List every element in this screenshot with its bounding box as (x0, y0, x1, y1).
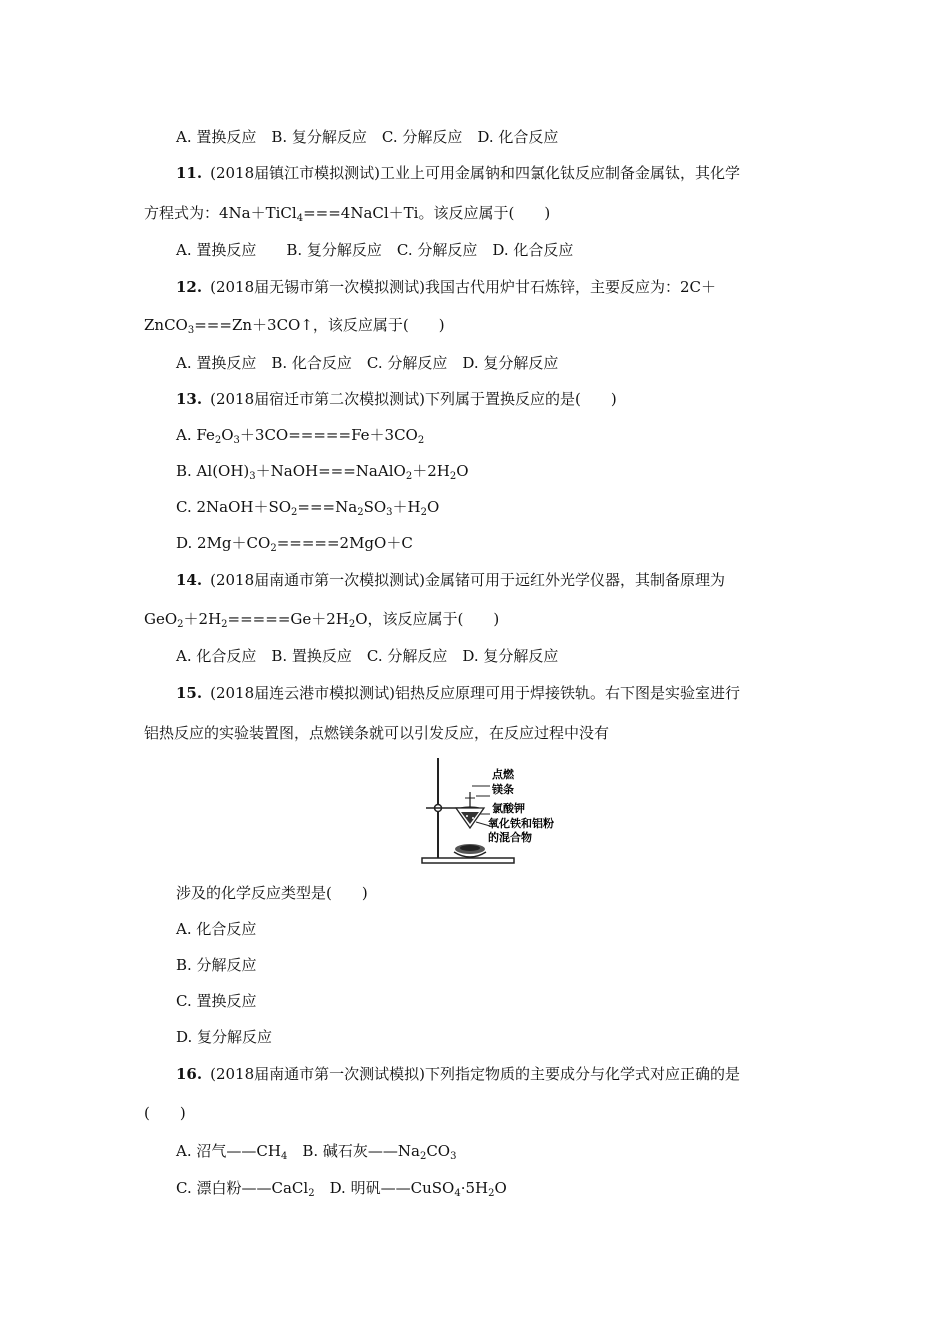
q13-option-c: C. $2NaOH+SO_2===Na_2SO_3+H_2O$ (176, 498, 440, 518)
q15-stem-line1 (176, 683, 740, 703)
q15-option-a: A. 化合反应 (176, 920, 257, 938)
q15-option-d: D. 复分解反应 (176, 1028, 273, 1046)
q12-stem2b: ===Zn＋3CO↑，该反应属于( ) (194, 316, 445, 334)
q12-stem-line2 (144, 315, 445, 335)
q14-stem-line1 (176, 570, 725, 590)
q16-stem1: (2018届南通市第一次测试模拟)下列指定物质的主要成分与化学式对应正确的是 (210, 1065, 740, 1083)
fig-label-ignite: 点燃 (492, 768, 514, 781)
q12-stem2a: ZnCO (144, 316, 188, 334)
q15-stem1: (2018届连云港市模拟测试)铝热反应原理可用于焊接铁轨。右下图是实验室进行 (210, 684, 740, 702)
q16-stem-line1 (176, 1064, 740, 1084)
q14-options: A. 化合反应 B. 置换反应 C. 分解反应 D. 复分解反应 (176, 647, 559, 665)
q11-number: 11. (176, 164, 203, 182)
q11-stem1: (2018届镇江市模拟测试)工业上可用金属钠和四氯化钛反应制备金属钛，其化学 (210, 164, 740, 182)
q11-options: A. 置换反应 B. 复分解反应 C. 分解反应 D. 化合反应 (176, 241, 574, 259)
q11-stem-line2 (144, 203, 550, 223)
q13-number: 13. (176, 390, 203, 408)
q12-stem-line1 (176, 277, 716, 297)
q11-stem2a: 方程式为：4Na＋TiCl (144, 204, 297, 222)
q12-options: A. 置换反应 B. 化合反应 C. 分解反应 D. 复分解反应 (176, 354, 559, 372)
q16-options-row2: C. 漂白粉——CaCl$_2$ D. 明矾$——CuSO_4\cdot 5H_2O$ (176, 1179, 507, 1199)
q13-option-b: B. $Al(OH)_3+NaOH===NaAlO_2+2H_2O$ (176, 462, 469, 482)
q11-stem-line1 (176, 163, 740, 183)
fig-label-mixture1: 氧化铁和铝粉 (488, 817, 554, 830)
q13-option-d: D. $2Mg+CO_2=====2MgO+C$ (176, 534, 413, 554)
q15-option-c: C. 置换反应 (176, 992, 257, 1010)
q12-sub: 3 (187, 325, 195, 336)
q12-stem1: (2018届无锡市第一次模拟测试)我国古代用炉甘石炼锌，主要反应为：2C＋ (210, 278, 717, 296)
q11-stem2b: ===4NaCl＋Ti。该反应属于( ) (303, 204, 551, 222)
q14-number: 14. (176, 571, 203, 589)
thermite-apparatus-figure (418, 756, 568, 866)
q15-stem-line2: 铝热反应的实验装置图，点燃镁条就可以引发反应，在反应过程中没有 (144, 724, 610, 742)
q16-options-row1: A. 沼气$——CH_4$ B. 碱石灰$——Na_2CO_3$ (176, 1142, 457, 1162)
q13-stem (176, 389, 617, 409)
q16-stem-line2: ( ) (144, 1104, 186, 1122)
q10-options: A. 置换反应 B. 复分解反应 C. 分解反应 D. 化合反应 (176, 128, 559, 146)
q14-stem-line2: $GeO_2+2H_2=====Ge+2H_2O$，该反应属于( ) (144, 610, 500, 630)
fig-label-mixture2: 的混合物 (488, 831, 532, 844)
q12-number: 12. (176, 278, 203, 296)
q15-stem-line3: 涉及的化学反应类型是( ) (176, 884, 368, 902)
q13-option-a: A. $Fe_2O_3+3CO=====Fe+3CO_2$ (176, 426, 425, 446)
q13-stem-text: (2018届宿迁市第二次模拟测试)下列属于置换反应的是( ) (210, 390, 617, 408)
q14-stem1: (2018届南通市第一次模拟测试)金属锗可用于远红外光学仪器，其制备原理为 (210, 571, 725, 589)
q15-number: 15. (176, 684, 203, 702)
q15-option-b: B. 分解反应 (176, 956, 257, 974)
q16-number: 16. (176, 1065, 203, 1083)
fig-label-mg-strip: 镁条 (492, 783, 514, 796)
fig-label-kclo3: 氯酸钾 (492, 802, 525, 815)
q11-sub: 4 (296, 213, 304, 224)
